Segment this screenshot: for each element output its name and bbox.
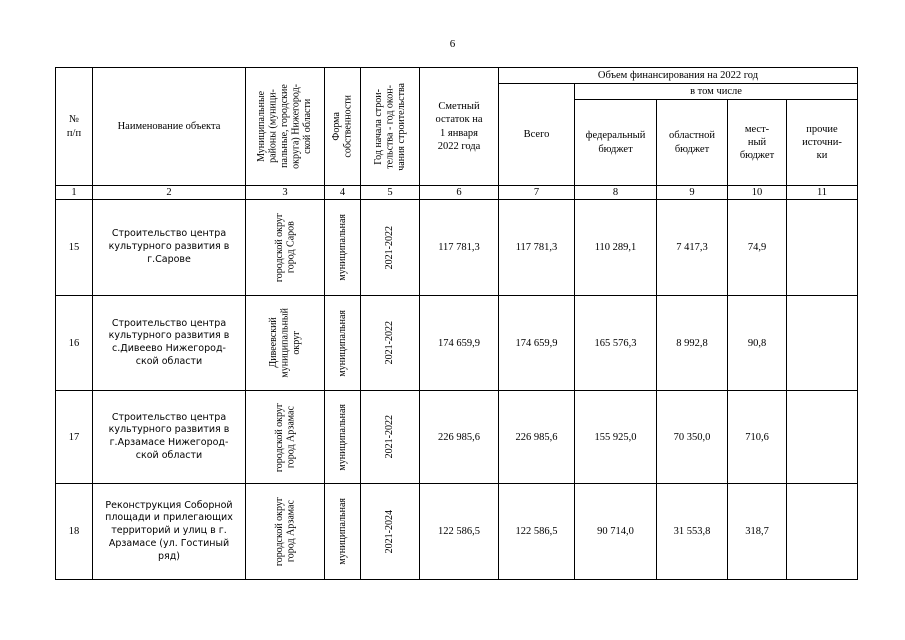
object-name: Реконструкция Соборной площади и прилегающих территорий и улиц в г. Арзамасе (ул. Гостиный ряд) <box>93 484 246 580</box>
object-name: Строительство центра культурного развития в с.Дивеево Нижегород- ской области <box>93 296 246 391</box>
local-budget: 90,8 <box>728 296 787 391</box>
balance: 174 659,9 <box>420 296 499 391</box>
column-number: 2 <box>93 186 246 200</box>
header-including: в том числе <box>575 84 858 100</box>
regional-budget: 31 553,8 <box>657 484 728 580</box>
column-number: 5 <box>361 186 420 200</box>
balance: 117 781,3 <box>420 200 499 296</box>
district: городской округ город Саров <box>246 200 325 296</box>
ownership: муниципальная <box>325 484 361 580</box>
total: 122 586,5 <box>499 484 575 580</box>
column-number: 8 <box>575 186 657 200</box>
row-no: 16 <box>56 296 93 391</box>
table-row <box>56 484 858 580</box>
local-budget: 318,7 <box>728 484 787 580</box>
financing-table <box>55 67 858 580</box>
column-number: 3 <box>246 186 325 200</box>
district: городской округ город Арзамас <box>246 391 325 484</box>
header-federal: федеральный бюджет <box>575 100 657 186</box>
years: 2021-2024 <box>361 484 420 580</box>
district: городской округ город Арзамас <box>246 484 325 580</box>
ownership: муниципальная <box>325 200 361 296</box>
balance: 122 586,5 <box>420 484 499 580</box>
district: Дивеевский муниципальный округ <box>246 296 325 391</box>
header-local: мест- ный бюджет <box>728 100 787 186</box>
column-numbers-row <box>56 186 858 200</box>
other-sources <box>787 200 858 296</box>
total: 117 781,3 <box>499 200 575 296</box>
total: 226 985,6 <box>499 391 575 484</box>
row-no: 18 <box>56 484 93 580</box>
years: 2021-2022 <box>361 296 420 391</box>
header-districts: Муниципальные районы (муници- пальные, городские округа) Нижегород- ской области <box>246 68 325 186</box>
ownership: муниципальная <box>325 296 361 391</box>
regional-budget: 70 350,0 <box>657 391 728 484</box>
total: 174 659,9 <box>499 296 575 391</box>
years: 2021-2022 <box>361 200 420 296</box>
header-name: Наименование объекта <box>93 68 246 186</box>
ownership: муниципальная <box>325 391 361 484</box>
object-name: Строительство центра культурного развития в г.Сарове <box>93 200 246 296</box>
column-number: 1 <box>56 186 93 200</box>
balance: 226 985,6 <box>420 391 499 484</box>
regional-budget: 7 417,3 <box>657 200 728 296</box>
row-no: 17 <box>56 391 93 484</box>
other-sources <box>787 391 858 484</box>
federal-budget: 165 576,3 <box>575 296 657 391</box>
other-sources <box>787 484 858 580</box>
header-no: № п/п <box>56 68 93 186</box>
row-no: 15 <box>56 200 93 296</box>
page-number: 6 <box>449 38 456 50</box>
other-sources <box>787 296 858 391</box>
header-balance: Сметный остаток на 1 января 2022 года <box>420 68 499 186</box>
header-total: Всего <box>499 84 575 186</box>
header-funding-group: Объем финансирования на 2022 год <box>499 68 858 84</box>
federal-budget: 155 925,0 <box>575 391 657 484</box>
local-budget: 710,6 <box>728 391 787 484</box>
table-row <box>56 296 858 391</box>
column-number: 10 <box>728 186 787 200</box>
regional-budget: 8 992,8 <box>657 296 728 391</box>
column-number: 9 <box>657 186 728 200</box>
years: 2021-2022 <box>361 391 420 484</box>
header-other: прочие источни- ки <box>787 100 858 186</box>
table-row <box>56 200 858 296</box>
table-row <box>56 391 858 484</box>
local-budget: 74,9 <box>728 200 787 296</box>
federal-budget: 90 714,0 <box>575 484 657 580</box>
header-regional: областной бюджет <box>657 100 728 186</box>
column-number: 6 <box>420 186 499 200</box>
federal-budget: 110 289,1 <box>575 200 657 296</box>
column-number: 4 <box>325 186 361 200</box>
column-number: 7 <box>499 186 575 200</box>
header-years: Год начала строи- тельства - год окон- чания строительства <box>361 68 420 186</box>
object-name: Строительство центра культурного развития в г.Арзамасе Нижегород- ской области <box>93 391 246 484</box>
header-ownership: Форма собственности <box>325 68 361 186</box>
column-number: 11 <box>787 186 858 200</box>
